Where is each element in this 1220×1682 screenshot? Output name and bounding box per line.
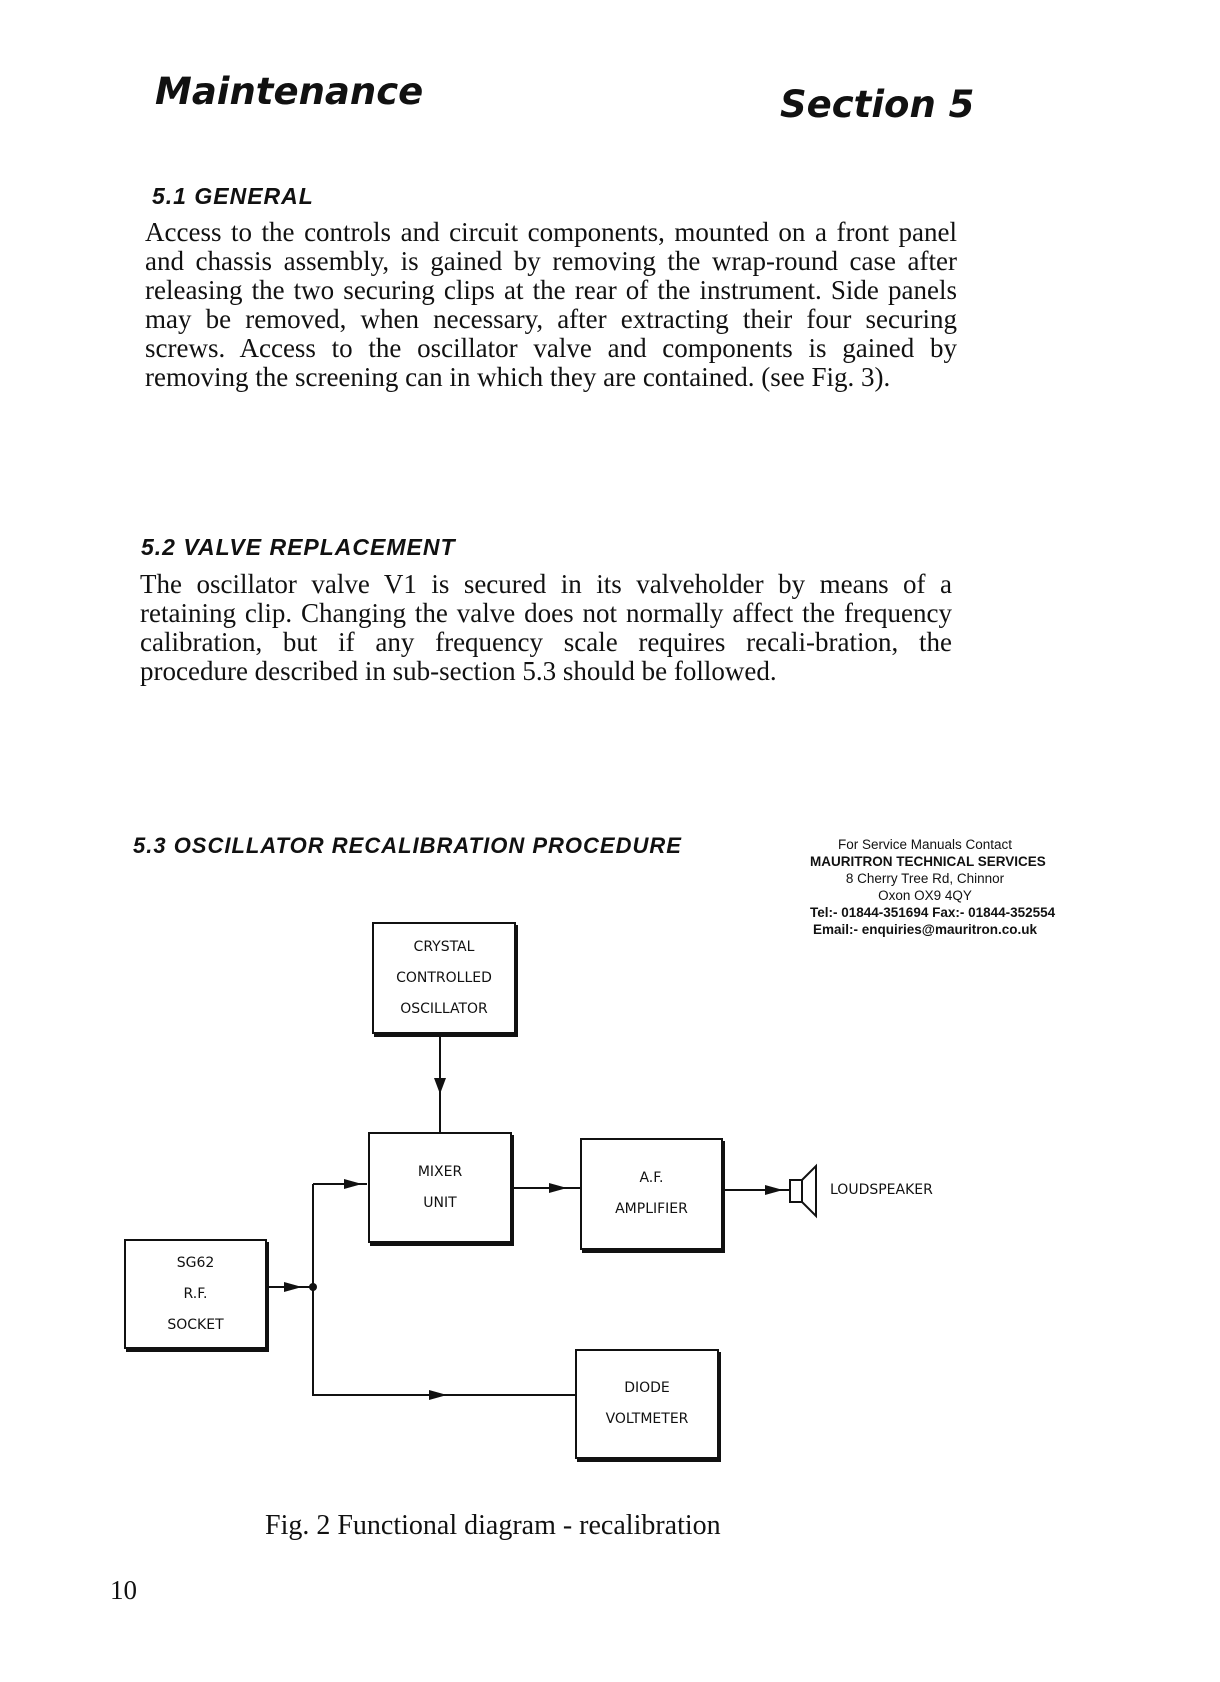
- block-label: OSCILLATOR: [400, 1000, 488, 1017]
- arrow-head-icon: [429, 1390, 447, 1400]
- section-body-valve-replacement: The oscillator valve V1 is secured in its valveholder by means of a retaining clip. Changing the valve does not normally affect the frequency calibration, but if any frequency scale requires recali-bration, the procedure described in sub-section 5.3 should be followed.: [140, 569, 952, 686]
- contact-line: Oxon OX9 4QY: [878, 888, 972, 903]
- contact-line: MAURITRON TECHNICAL SERVICES: [810, 854, 1046, 869]
- arrow-head-icon: [765, 1185, 783, 1195]
- contact-line: 8 Cherry Tree Rd, Chinnor: [845, 871, 1005, 886]
- loudspeaker-icon-body: [790, 1180, 802, 1202]
- arrow-head-icon: [344, 1179, 362, 1189]
- section-heading-general: 5.1 GENERAL: [152, 183, 314, 209]
- block-label: CONTROLLED: [396, 969, 492, 986]
- arrow-head-icon: [284, 1282, 302, 1292]
- section-body-general: Access to the controls and circuit components, mounted on a front panel and chassis assembly, is gained by removing the wrap-round case after releasing the two securing clips at the rear of the instrument. Side panels may be removed, when necessary, after extracting their four securing screws. Access to the oscillator valve and components is gained by removing the screening can in which they are contained. (see Fig. 3).: [145, 217, 957, 392]
- block-label: MIXER: [417, 1163, 463, 1180]
- block-label: DIODE: [624, 1380, 670, 1396]
- crystal-oscillator-block: [372, 922, 516, 1034]
- contact-line: Tel:- 01844-351694 Fax:- 01844-352554: [810, 905, 1056, 920]
- arrow-head-icon: [549, 1183, 567, 1193]
- block-label: SG62: [176, 1254, 215, 1271]
- junction-dot-icon: [309, 1283, 317, 1291]
- figure-caption: Fig. 2 Functional diagram - recalibration: [265, 1510, 721, 1541]
- header-section: Section 5: [780, 83, 975, 126]
- contact-line: Email:- enquiries@mauritron.co.uk: [813, 922, 1037, 937]
- arrow-head-icon: [434, 1078, 446, 1094]
- rf-socket-block: [124, 1239, 267, 1349]
- mixer-unit-block: [368, 1132, 512, 1243]
- section-heading-valve-replacement: 5.2 VALVE REPLACEMENT: [141, 534, 456, 560]
- section-heading-recalibration: 5.3 OSCILLATOR RECALIBRATION PROCEDURE: [133, 833, 682, 858]
- block-label: SOCKET: [167, 1316, 224, 1333]
- block-label: R.F.: [183, 1285, 208, 1302]
- block-label: A.F.: [639, 1170, 664, 1186]
- diode-voltmeter-block: [575, 1349, 719, 1459]
- block-label: AMPLIFIER: [615, 1201, 688, 1217]
- block-label: CRYSTAL: [413, 938, 475, 955]
- loudspeaker-label: LOUDSPEAKER: [830, 1182, 933, 1198]
- header-title: Maintenance: [155, 70, 424, 113]
- block-label: VOLTMETER: [605, 1411, 689, 1427]
- contact-line: For Service Manuals Contact: [837, 837, 1013, 852]
- loudspeaker-icon-cone: [802, 1166, 816, 1216]
- af-amplifier-block: [580, 1138, 723, 1250]
- page-number: 10: [110, 1575, 137, 1605]
- block-label: UNIT: [423, 1194, 457, 1211]
